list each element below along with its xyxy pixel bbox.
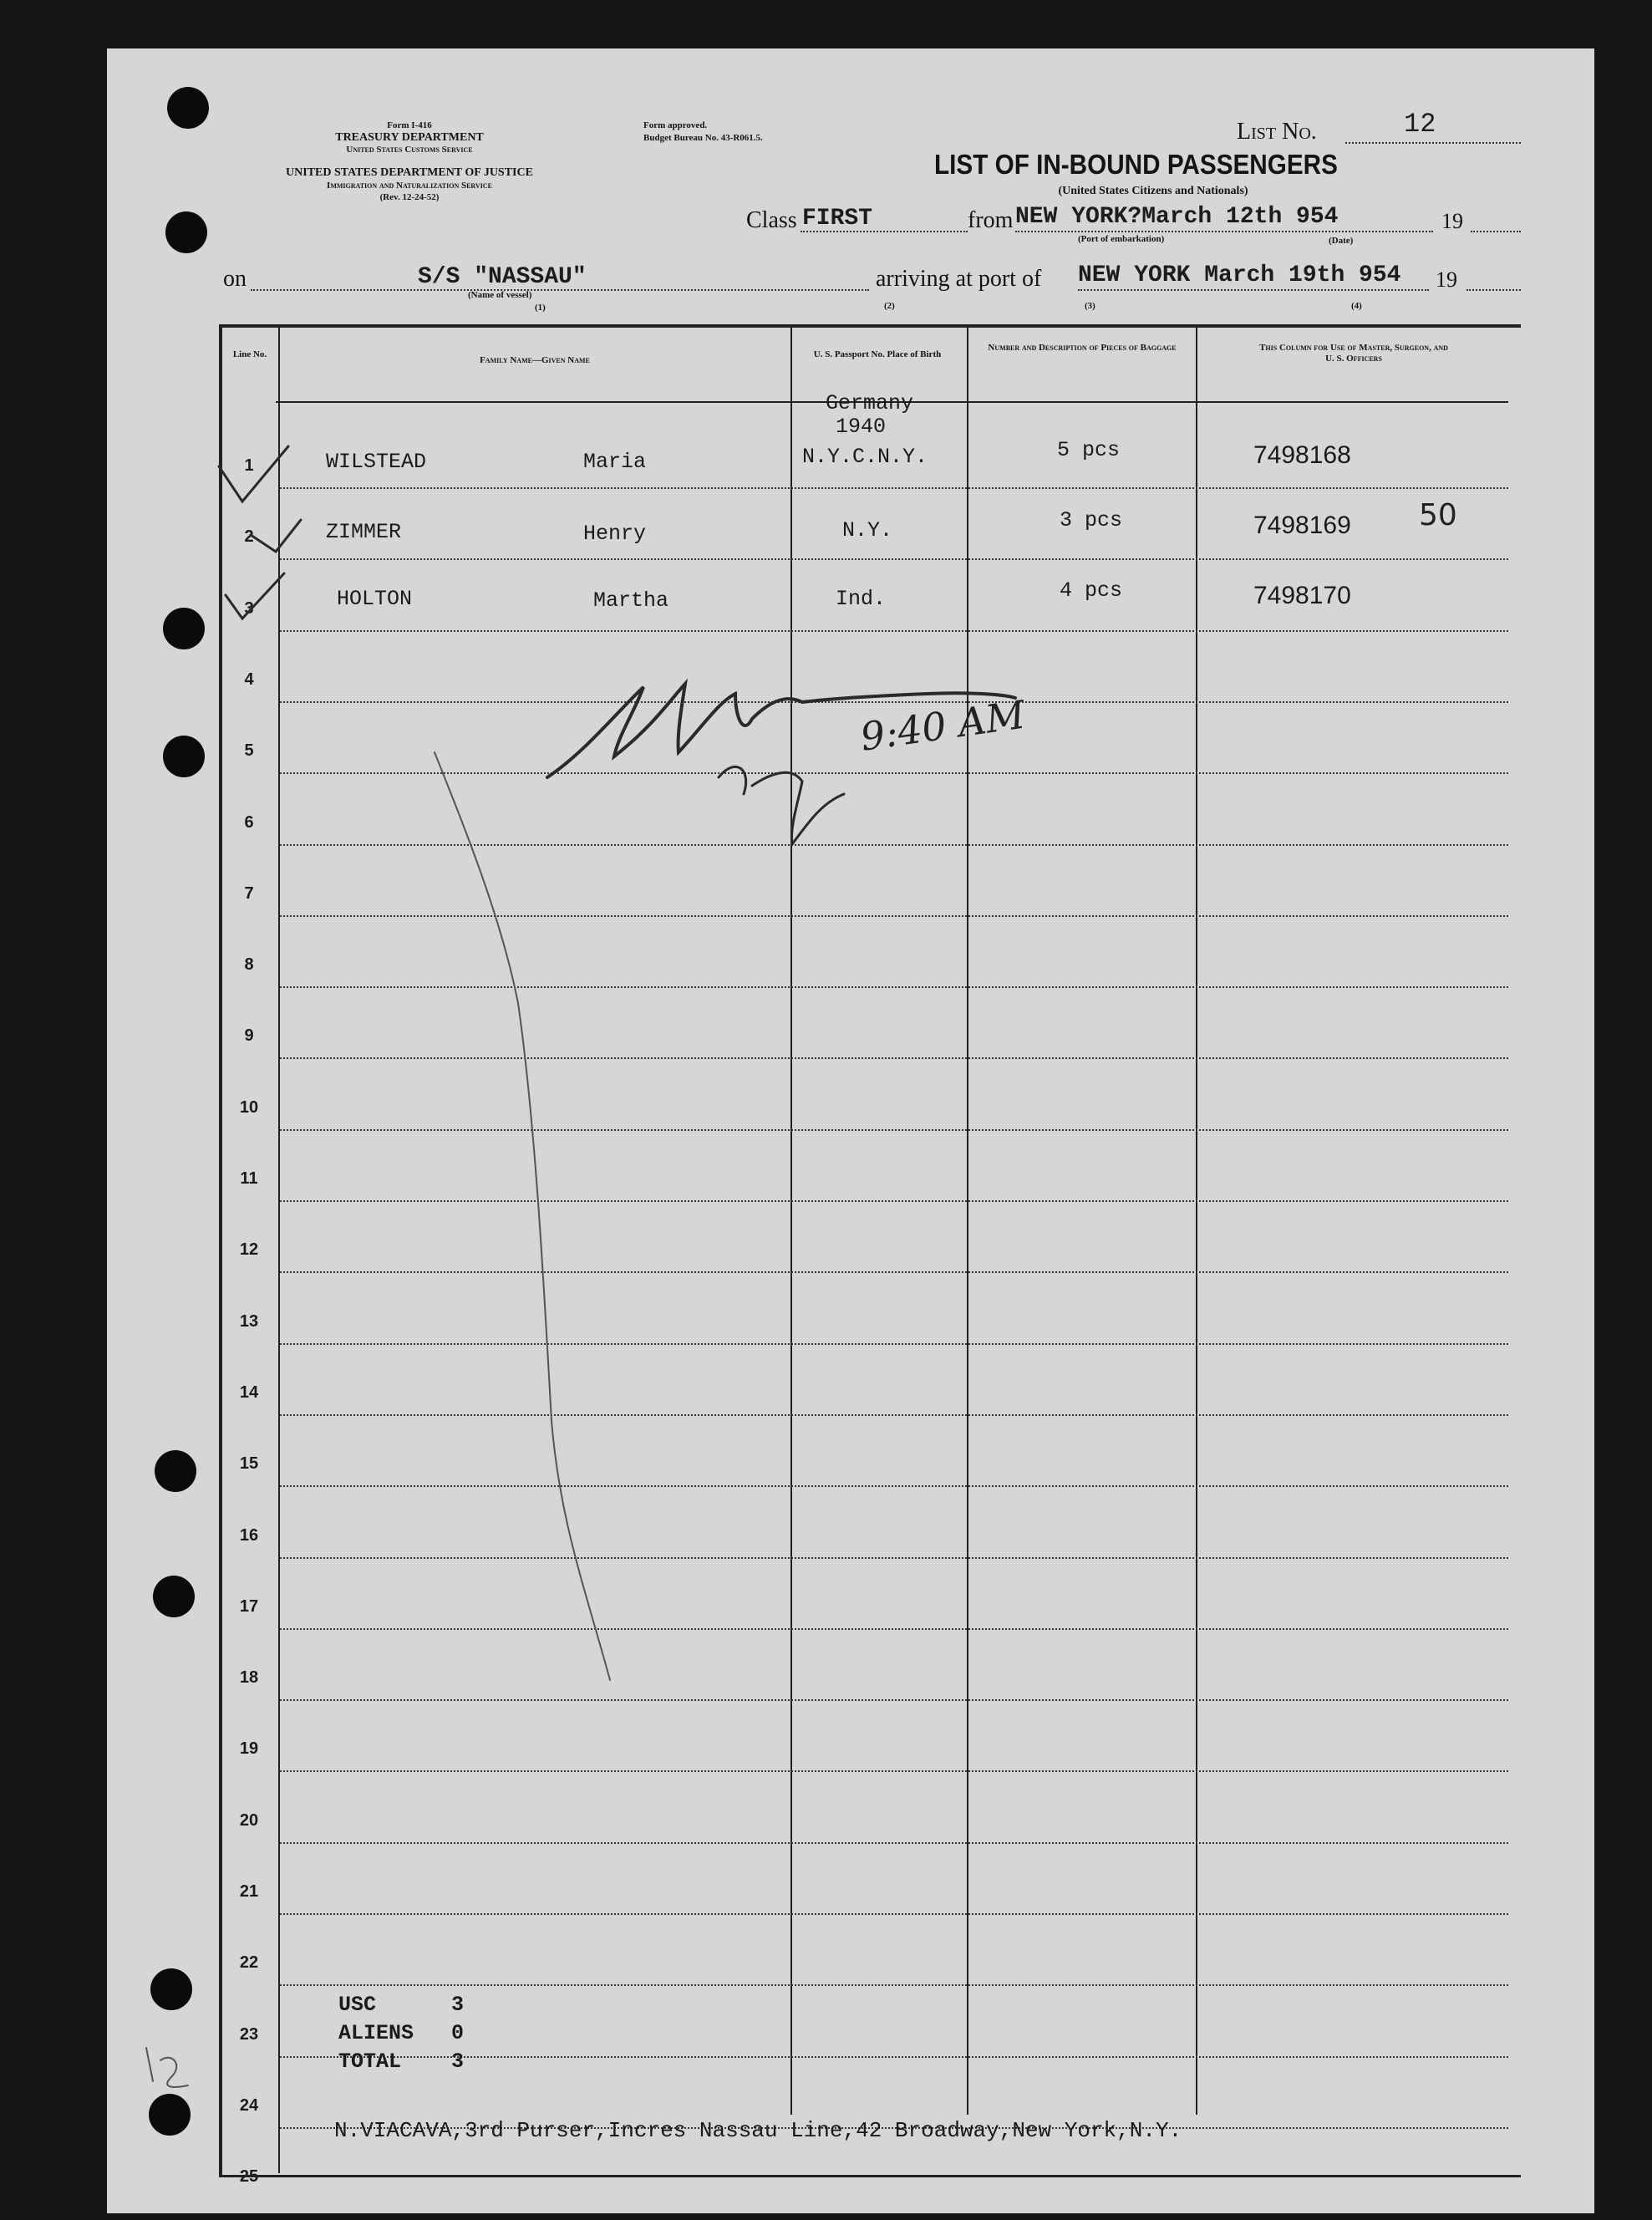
passenger-birth-place[interactable]: N.Y.C.N.Y. <box>802 445 928 469</box>
row-number: 25 <box>239 2167 259 2187</box>
passenger-officer-number[interactable]: 7498170 <box>1253 582 1351 609</box>
row-number: 12 <box>239 1240 259 1260</box>
signature-scrawl <box>719 766 844 844</box>
port-caption: (Port of embarkation) <box>1078 234 1165 244</box>
immigration-service: Immigration and Naturalization Service <box>327 181 492 191</box>
passenger-birth-place[interactable]: Ind. <box>836 587 887 611</box>
year-prefix-2: 19 <box>1436 267 1457 292</box>
passenger-family-name[interactable]: WILSTEAD <box>326 450 427 474</box>
col-header-officers: This Column for Use of Master, Surgeon, and U. S. Officers <box>1259 343 1448 364</box>
usc-value[interactable]: 3 <box>451 1993 465 2017</box>
row-number: 9 <box>244 1026 254 1046</box>
margin-scribble <box>146 2048 188 2087</box>
row-number: 5 <box>244 741 254 761</box>
aliens-label: ALIENS <box>338 2021 414 2045</box>
list-no-value: 12 <box>1404 109 1436 140</box>
arriving-value[interactable]: NEW YORK March 19th 954 <box>1078 262 1401 288</box>
from-label: from <box>968 207 1014 233</box>
passenger-birth-place[interactable]: N.Y. <box>842 518 893 542</box>
row-number: 4 <box>244 670 254 689</box>
check-mark-icon <box>226 573 284 619</box>
row-number: 6 <box>244 812 254 832</box>
row-number: 17 <box>239 1596 259 1616</box>
form-number: Form I-416 <box>387 120 432 130</box>
check-mark-icon <box>219 446 288 502</box>
passenger-baggage[interactable]: 3 pcs <box>1060 508 1123 532</box>
check-mark-icon <box>251 520 301 552</box>
passenger-birth-year[interactable]: 1940 <box>836 415 887 439</box>
total-value[interactable]: 3 <box>451 2049 465 2074</box>
col-header-baggage: Number and Description of Pieces of Baggage <box>988 343 1177 353</box>
row-number: 1 <box>244 456 254 475</box>
total-label: TOTAL <box>338 2049 402 2074</box>
row-number: 15 <box>239 1454 259 1474</box>
table-bottom-border <box>219 2175 1521 2177</box>
revision-date: (Rev. 12-24-52) <box>379 192 440 202</box>
row-number: 19 <box>239 1739 259 1759</box>
col-header-name: Family Name—Given Name <box>480 355 590 365</box>
row-number: 22 <box>239 1953 259 1973</box>
vessel-value[interactable]: S/S "NASSAU" <box>418 264 587 290</box>
passenger-baggage[interactable]: 5 pcs <box>1057 438 1121 462</box>
row-number: 24 <box>239 2095 259 2115</box>
form-title: LIST OF IN-BOUND PASSENGERS <box>934 149 1338 180</box>
caption-3: (3) <box>1085 301 1095 311</box>
list-no-label: List No. <box>1237 119 1317 145</box>
passenger-given-name[interactable]: Martha <box>593 588 669 613</box>
department-of-justice: UNITED STATES DEPARTMENT OF JUSTICE <box>286 166 533 179</box>
col-header-line-no: Line No. <box>232 349 267 359</box>
vessel-caption: (Name of vessel) <box>468 290 532 300</box>
from-value[interactable]: NEW YORK?March 12th 954 <box>1015 204 1339 230</box>
row-number: 8 <box>244 955 254 975</box>
treasury-department: TREASURY DEPARTMENT <box>335 131 484 144</box>
passenger-family-name[interactable]: ZIMMER <box>326 520 402 544</box>
caption-1: (1) <box>535 303 546 313</box>
passenger-officer-number[interactable]: 7498168 <box>1253 441 1351 469</box>
class-label: Class <box>746 207 797 233</box>
date-caption: (Date) <box>1329 236 1354 246</box>
budget-bureau: Budget Bureau No. 43-R061.5. <box>643 133 763 143</box>
on-label: on <box>223 266 247 292</box>
passenger-baggage[interactable]: 4 pcs <box>1060 578 1123 603</box>
row-number: 16 <box>239 1525 259 1545</box>
row-number: 3 <box>244 598 254 618</box>
form-approved: Form approved. <box>643 120 708 130</box>
col-header-passport: U. S. Passport No. Place of Birth <box>813 349 942 359</box>
class-value[interactable]: FIRST <box>802 206 873 232</box>
aliens-value[interactable]: 0 <box>451 2021 465 2045</box>
caption-4: (4) <box>1351 301 1362 311</box>
row-number: 2 <box>244 527 254 547</box>
row-number: 20 <box>239 1810 259 1830</box>
row-number: 18 <box>239 1668 259 1688</box>
passenger-given-name[interactable]: Henry <box>583 522 647 546</box>
timestamp-annotation: 9:40 AM <box>857 691 1029 760</box>
passenger-given-name[interactable]: Maria <box>583 450 647 474</box>
passenger-birth-note[interactable]: Germany <box>826 391 914 415</box>
pencil-line <box>435 752 610 1680</box>
row-number: 13 <box>239 1311 259 1331</box>
row-number: 7 <box>244 883 254 903</box>
usc-label: USC <box>338 1993 377 2017</box>
row-number: 21 <box>239 1882 259 1901</box>
row-number: 14 <box>239 1382 259 1402</box>
row-number: 23 <box>239 2024 259 2044</box>
purser-signature-line: N.VIACAVA,3rd Purser,Incres Nassau Line,42 Broadway,New York,N.Y. <box>334 2118 1182 2143</box>
caption-2: (2) <box>884 301 895 311</box>
passenger-family-name[interactable]: HOLTON <box>337 587 413 611</box>
form-subtitle: (United States Citizens and Nationals) <box>1058 185 1248 197</box>
passenger-officer-number[interactable]: 7498169 <box>1253 512 1351 539</box>
passenger-handwritten-extra: 50 <box>1419 498 1457 532</box>
year-prefix-1: 19 <box>1441 209 1463 233</box>
arriving-label: arriving at port of <box>876 266 1042 292</box>
row-number: 10 <box>239 1097 259 1117</box>
customs-service: United States Customs Service <box>346 145 473 155</box>
row-number: 11 <box>240 1169 258 1188</box>
